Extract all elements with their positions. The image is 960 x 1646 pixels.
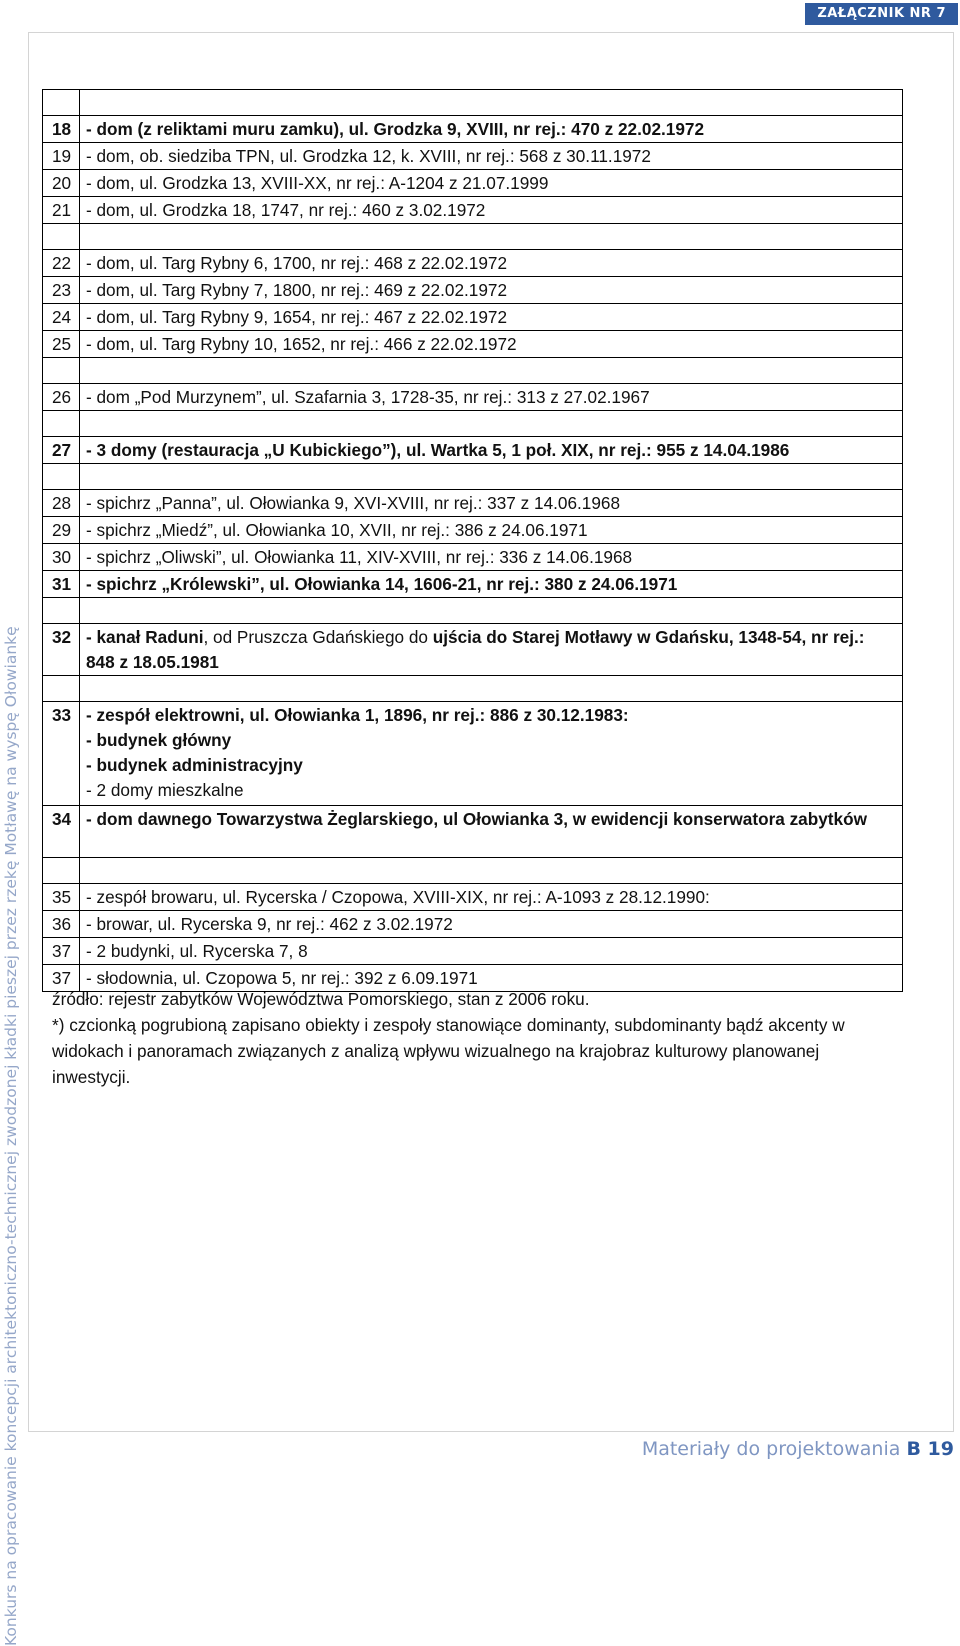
row-number: 31	[43, 571, 80, 598]
row-number: 24	[43, 304, 80, 331]
complex-part: - budynek główny	[86, 730, 232, 750]
row-number: 21	[43, 197, 80, 224]
table-row	[43, 197, 903, 224]
table-row	[43, 250, 903, 277]
row-description: - słodownia, ul. Czopowa 5, nr rej.: 392 z 6.09.1971	[80, 965, 903, 992]
page-footer	[642, 1438, 954, 1460]
source-note: źródło: rejestr zabytków Województwa Pomorskiego, stan z 2006 roku.	[52, 989, 590, 1009]
row-number: 28	[43, 490, 80, 517]
row-number: 29	[43, 517, 80, 544]
row-description: - browar, ul. Rycerska 9, nr rej.: 462 z 3.02.1972	[80, 911, 903, 938]
table-row	[43, 170, 903, 197]
canal-name: - kanał Raduni	[86, 627, 204, 647]
table-notes	[52, 986, 902, 1090]
table-row	[43, 384, 903, 411]
row-description: - dom dawnego Towarzystwa Żeglarskiego, ul Ołowianka 3, w ewidencji konserwatora zabytków	[80, 806, 903, 858]
table-row	[43, 490, 903, 517]
row-description: - dom, ul. Targ Rybny 9, 1654, nr rej.: 467 z 22.02.1972	[80, 304, 903, 331]
monument-register-table	[42, 89, 903, 992]
row-description: - dom, ob. siedziba TPN, ul. Grodzka 12, k. XVIII, nr rej.: 568 z 30.11.1972	[80, 143, 903, 170]
table-row	[43, 304, 903, 331]
row-number: 36	[43, 911, 80, 938]
table-row	[43, 116, 903, 143]
table-row-blank	[43, 358, 903, 384]
row-number: 37	[43, 965, 80, 992]
table-row	[43, 911, 903, 938]
table-row-blank	[43, 411, 903, 437]
row-description: - spichrz „Miedź”, ul. Ołowianka 10, XVII, nr rej.: 386 z 24.06.1971	[80, 517, 903, 544]
row-description: - spichrz „Królewski”, ul. Ołowianka 14, 1606-21, nr rej.: 380 z 24.06.1971	[80, 571, 903, 598]
table-row	[43, 702, 903, 806]
row-description: - dom, ul. Grodzka 13, XVIII-XX, nr rej.: A-1204 z 21.07.1999	[80, 170, 903, 197]
row-number: 32	[43, 624, 80, 676]
complex-title: - zespół elektrowni, ul. Ołowianka 1, 1896, nr rej.: 886 z 30.12.1983:	[86, 705, 629, 725]
table-row	[43, 517, 903, 544]
side-competition-title: Konkurs na opracowanie koncepcji architektoniczno-technicznej zwodzonej kładki pieszej przez rzekę Motławę na wyspę Ołowiankę	[2, 626, 20, 1646]
row-description	[80, 702, 903, 806]
row-number: 20	[43, 170, 80, 197]
attachment-badge: ZAŁĄCZNIK NR 7	[805, 3, 958, 25]
table-row	[43, 544, 903, 571]
row-number: 19	[43, 143, 80, 170]
table-row-blank	[43, 224, 903, 250]
row-description: - spichrz „Oliwski”, ul. Ołowianka 11, XIV-XVIII, nr rej.: 336 z 14.06.1968	[80, 544, 903, 571]
row-description: - zespół browaru, ul. Rycerska / Czopowa, XVIII-XIX, nr rej.: A-1093 z 28.12.1990:	[80, 884, 903, 911]
table-row	[43, 143, 903, 170]
table-row-blank	[43, 676, 903, 702]
row-number: 18	[43, 116, 80, 143]
row-number: 30	[43, 544, 80, 571]
row-description: - 2 budynki, ul. Rycerska 7, 8	[80, 938, 903, 965]
row-description: - dom, ul. Targ Rybny 10, 1652, nr rej.: 466 z 22.02.1972	[80, 331, 903, 358]
table-row	[43, 331, 903, 358]
table-row	[43, 437, 903, 464]
row-number: 26	[43, 384, 80, 411]
row-number: 25	[43, 331, 80, 358]
table-row	[43, 938, 903, 965]
row-number: 35	[43, 884, 80, 911]
canal-route: , od Pruszcza Gdańskiego do	[203, 627, 433, 647]
footer-label: Materiały do projektowania	[641, 1438, 901, 1460]
row-description: - dom, ul. Targ Rybny 6, 1700, nr rej.: 468 z 22.02.1972	[80, 250, 903, 277]
table-row-blank	[43, 858, 903, 884]
row-number: 33	[43, 702, 80, 806]
row-number: 23	[43, 277, 80, 304]
table-row	[43, 624, 903, 676]
canal-outlet: ujścia do Starej Motławy w Gdańsku, 1348-54, nr rej.: 848 z 18.05.1981	[86, 627, 865, 672]
complex-part: - budynek administracyjny	[86, 755, 303, 775]
table-row-blank	[43, 464, 903, 490]
table-row	[43, 571, 903, 598]
row-description: - dom, ul. Targ Rybny 7, 1800, nr rej.: 469 z 22.02.1972	[80, 277, 903, 304]
table-row	[43, 277, 903, 304]
row-number: 34	[43, 806, 80, 858]
row-number: 22	[43, 250, 80, 277]
row-description: - spichrz „Panna”, ul. Ołowianka 9, XVI-XVIII, nr rej.: 337 z 14.06.1968	[80, 490, 903, 517]
table-row-blank	[43, 90, 903, 116]
complex-part: - 2 domy mieszkalne	[86, 780, 244, 800]
table-row	[43, 806, 903, 858]
row-description: - dom, ul. Grodzka 18, 1747, nr rej.: 460 z 3.02.1972	[80, 197, 903, 224]
row-description: - dom „Pod Murzynem”, ul. Szafarnia 3, 1728-35, nr rej.: 313 z 27.02.1967	[80, 384, 903, 411]
row-description: - dom (z reliktami muru zamku), ul. Grodzka 9, XVIII, nr rej.: 470 z 22.02.1972	[80, 116, 903, 143]
bold-legend-note: *) czcionką pogrubioną zapisano obiekty i zespoły stanowiące dominanty, subdominanty bądź akcenty w widokach i panoramach związanych z analizą wpływu wizualnego na krajobraz kulturowy planowanej inwestycji.	[52, 1015, 845, 1087]
row-number: 37	[43, 938, 80, 965]
row-description	[80, 624, 903, 676]
row-description: - 3 domy (restauracja „U Kubickiego”), ul. Wartka 5, 1 poł. XIX, nr rej.: 955 z 14.04.1986	[80, 437, 903, 464]
page-number: B 19	[906, 1438, 954, 1460]
row-number: 27	[43, 437, 80, 464]
table-row-blank	[43, 598, 903, 624]
table-row	[43, 884, 903, 911]
